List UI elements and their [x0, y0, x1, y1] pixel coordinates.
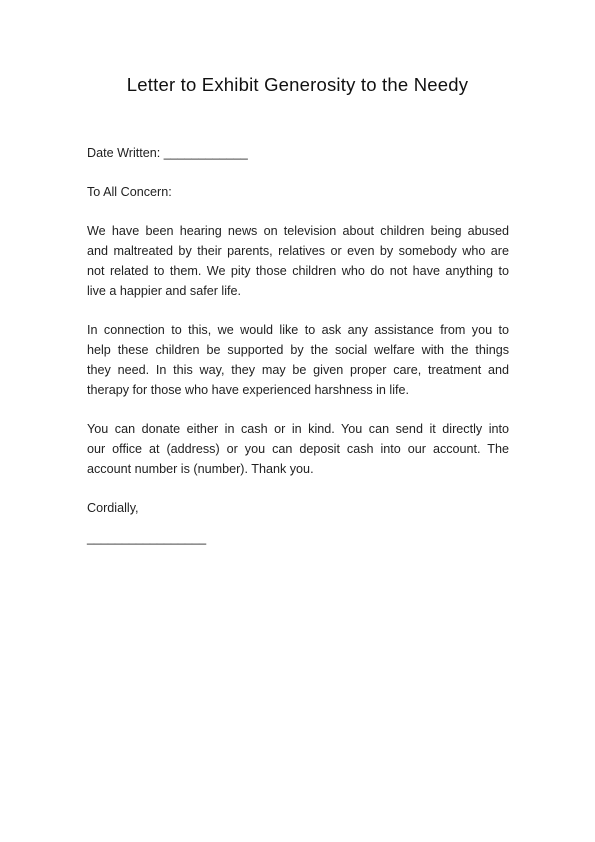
closing	[87, 498, 509, 548]
salutation-line: To All Concern:	[87, 185, 172, 199]
paragraph-line: and maltreated by their parents, relatives or even by somebody who are	[87, 244, 509, 258]
paragraph-line: our office at (address) or you can deposit cash into our account. The	[87, 442, 509, 456]
salutation	[87, 182, 509, 202]
paragraph-3	[87, 419, 509, 479]
paragraph-line: they need. In this way, they may be given proper care, treatment and	[87, 363, 509, 377]
date-written	[87, 143, 509, 163]
paragraph-line: not related to them. We pity those children who do not have anything to	[87, 264, 509, 278]
date-written-line: Date Written: ____________	[87, 146, 248, 160]
letter-title: Letter to Exhibit Generosity to the Needy	[126, 74, 469, 95]
closing-line: Cordially,	[87, 501, 139, 515]
paragraph-line: therapy for those who have experienced harshness in life.	[87, 383, 410, 397]
paragraph-2	[87, 320, 509, 400]
paragraph-line: live a happier and safer life.	[87, 284, 242, 298]
paragraph-1	[87, 221, 509, 301]
paragraph-line: You can donate either in cash or in kind. You can send it directly into	[87, 422, 509, 436]
letter-body	[87, 143, 509, 567]
paragraph-line: In connection to this, we would like to ask any assistance from you to	[87, 323, 509, 337]
paragraph-line: account number is (number). Thank you.	[87, 462, 314, 476]
signature-line: _________________	[87, 531, 207, 545]
paragraph-line: help these children be supported by the social welfare with the things	[87, 343, 509, 357]
paragraph-line: We have been hearing news on television about children being abused	[87, 224, 509, 238]
